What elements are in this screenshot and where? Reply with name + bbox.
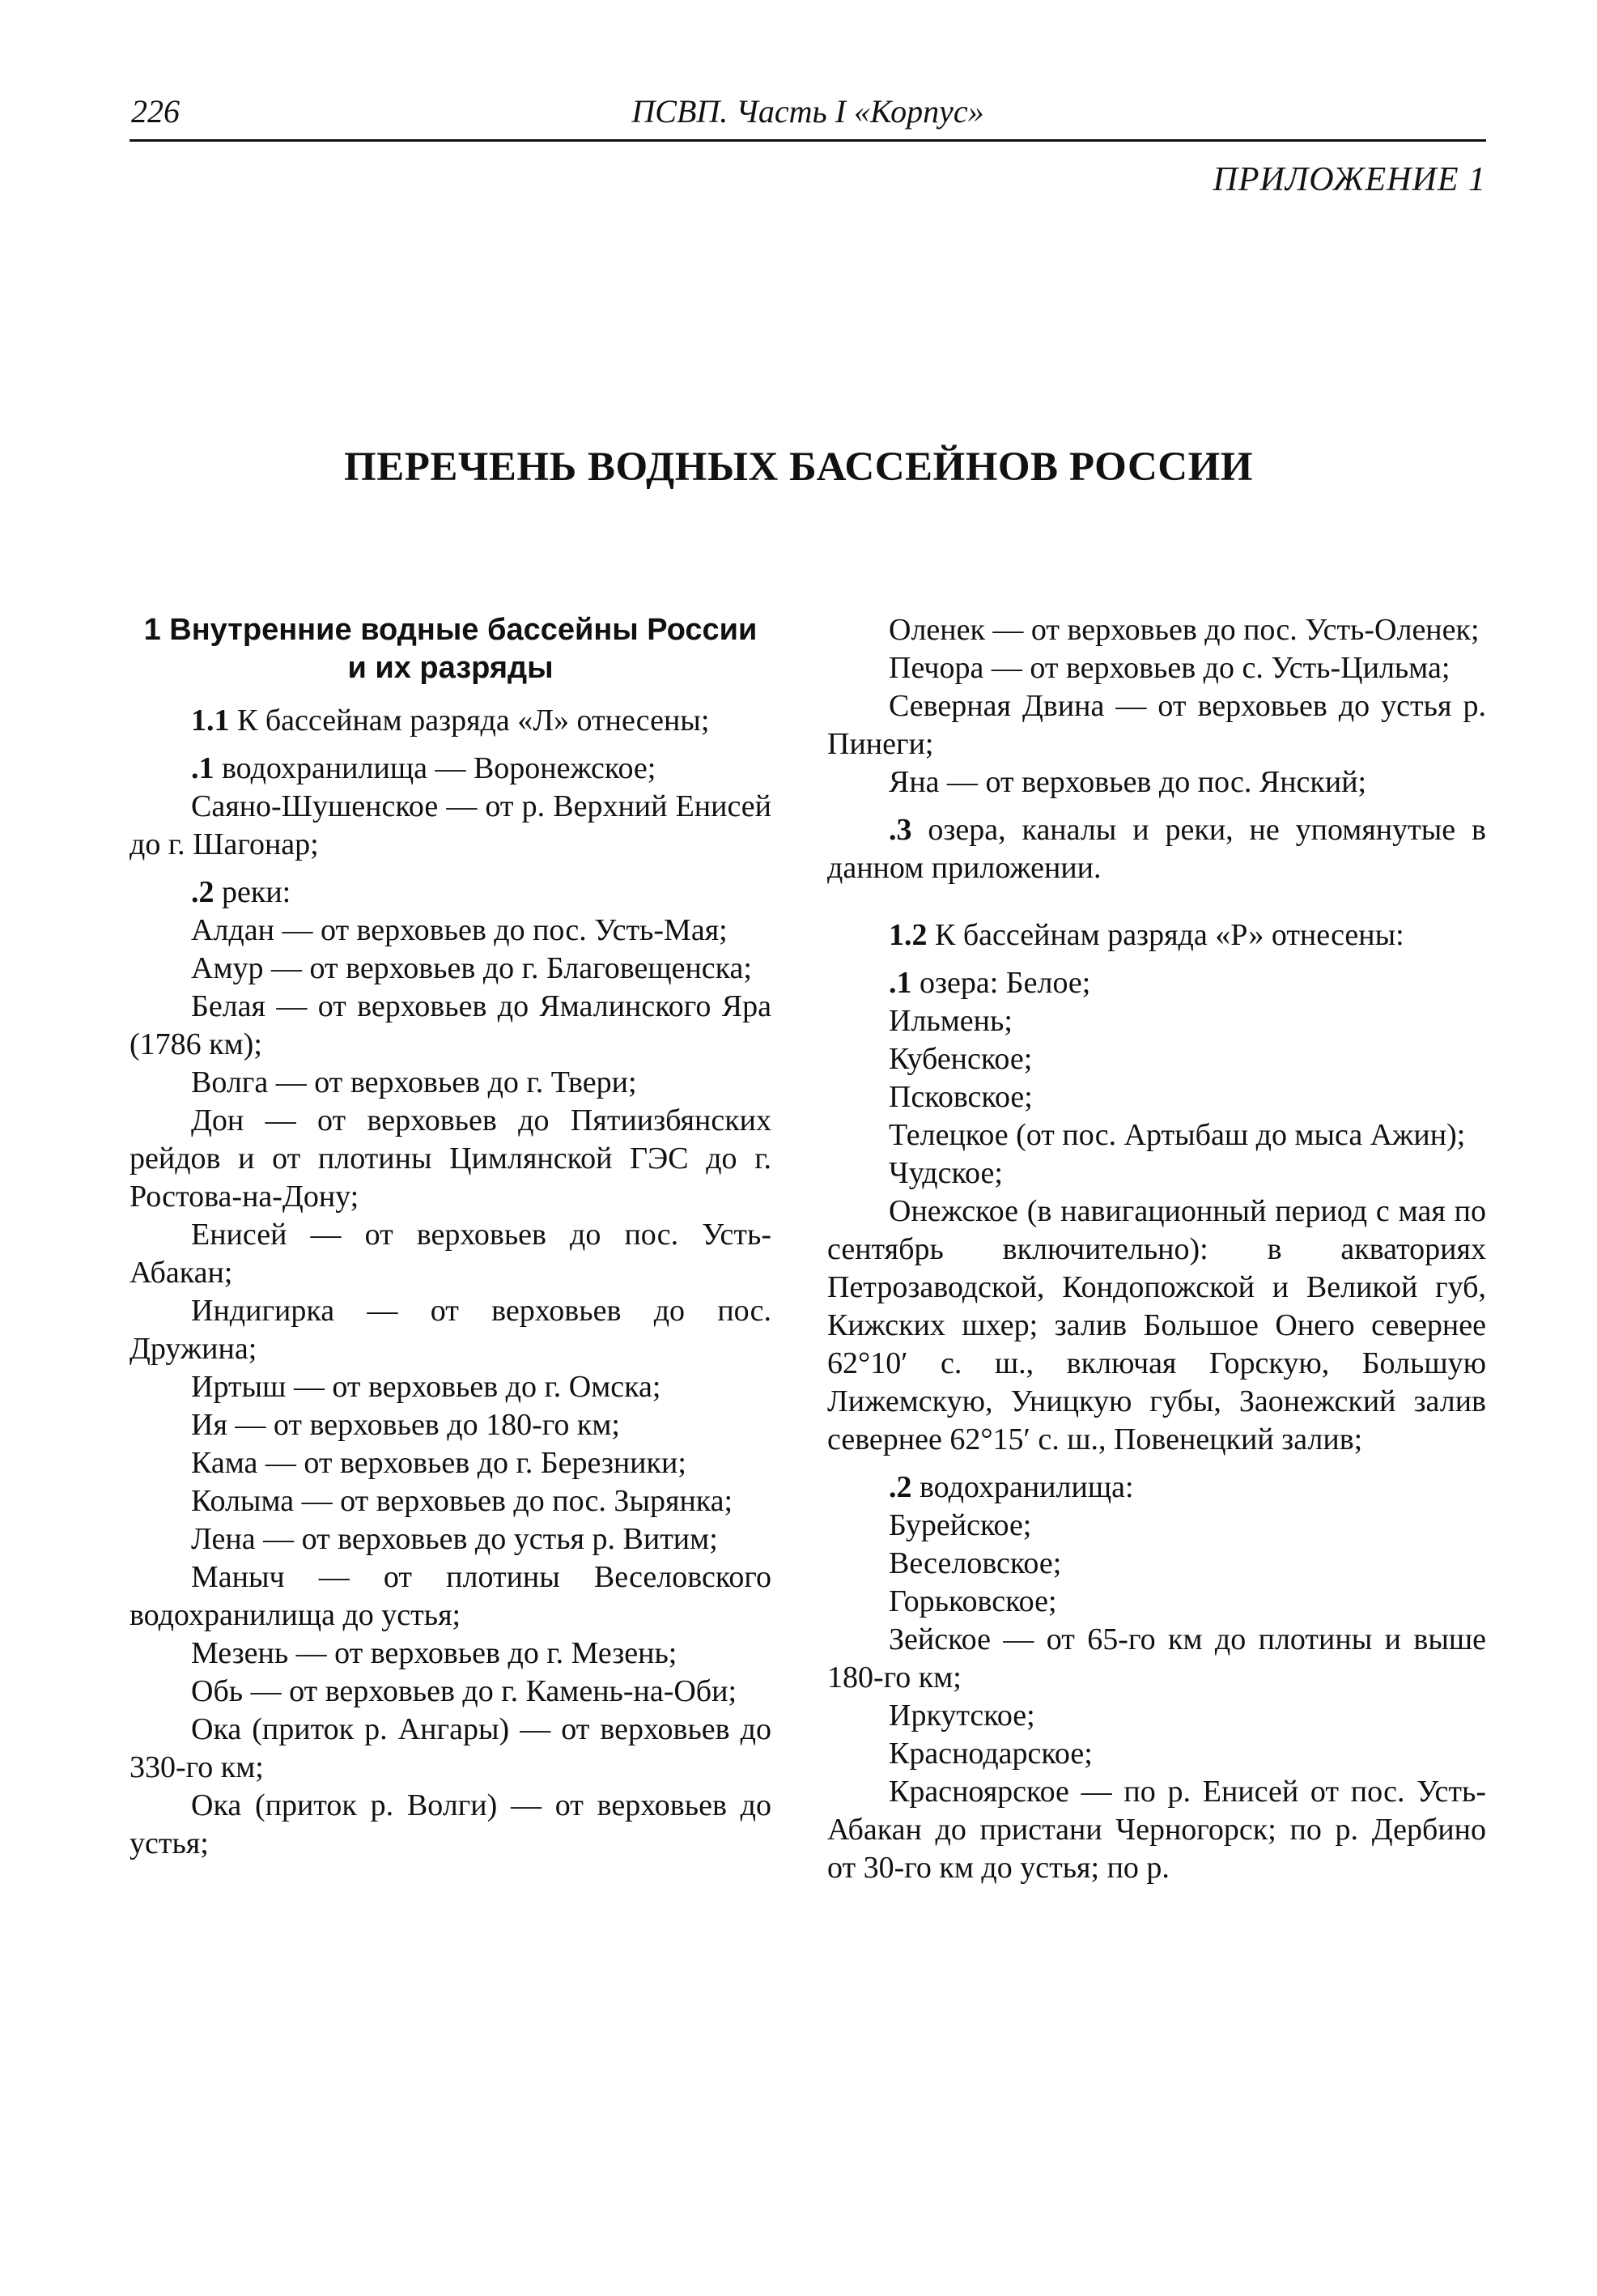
paragraph <box>827 964 1486 1002</box>
paragraph <box>827 1545 1486 1583</box>
appendix-label: ПРИЛОЖЕНИЕ 1 <box>1213 161 1486 198</box>
paragraph <box>827 1507 1486 1545</box>
paragraph-text: Кубенское; <box>889 1042 1033 1076</box>
paragraph-text: Псковское; <box>889 1080 1033 1114</box>
paragraph <box>827 1193 1486 1459</box>
paragraph <box>130 1368 771 1406</box>
paragraph-text: К бассейнам разряда «Р» отнесены: <box>927 918 1404 952</box>
paragraph <box>130 1558 771 1635</box>
paragraph <box>827 1040 1486 1078</box>
running-title: ПСВП. Часть I «Корпус» <box>631 93 984 130</box>
paragraph-text: Краснодарское; <box>889 1737 1093 1771</box>
paragraph-text: Колыма — от верховьев до пос. Зырянка; <box>191 1484 733 1518</box>
paragraph-text: Ия — от верховьев до 180-го км; <box>191 1408 620 1442</box>
paragraph-text: Бурейское; <box>889 1508 1032 1542</box>
paragraph <box>827 1621 1486 1697</box>
paragraph <box>827 1773 1486 1887</box>
paragraph-text: Ильмень; <box>889 1004 1013 1038</box>
page-title: ПЕРЕЧЕНЬ ВОДНЫХ БАССЕЙНОВ РОССИИ <box>344 444 1253 490</box>
paragraph <box>827 916 1486 955</box>
paragraph <box>827 1697 1486 1735</box>
paragraph-text: Оленек — от верховьев до пос. Усть-Оленек; <box>889 613 1480 647</box>
paragraph <box>130 750 771 788</box>
paragraph-text: реки: <box>214 875 291 909</box>
paragraph-text: Иркутское; <box>889 1699 1035 1733</box>
paragraph-text: озера, каналы и реки, не упомянутые в данном приложении. <box>827 813 1486 885</box>
paragraph-text: Зейское — от 65-го км до плотины и выше 180-го км; <box>827 1622 1486 1694</box>
paragraph <box>130 1520 771 1558</box>
clause-number: .3 <box>889 813 912 847</box>
paragraph-text: Белая — от верховьев до Ямалинского Яра (1786 км); <box>130 989 771 1061</box>
paragraph-text: Мезень — от верховьев до г. Мезень; <box>191 1636 677 1670</box>
paragraph-text: Иртыш — от верховьев до г. Омска; <box>191 1370 661 1404</box>
paragraph-text: Горьковское; <box>889 1584 1057 1618</box>
paragraph-text: водохранилища: <box>911 1470 1134 1504</box>
paragraph <box>130 874 771 912</box>
paragraph-text: Алдан — от верховьев до пос. Усть-Мая; <box>191 913 728 947</box>
paragraph <box>827 649 1486 687</box>
clause-number: .2 <box>889 1470 912 1504</box>
paragraph <box>130 1787 771 1863</box>
paragraph <box>827 687 1486 763</box>
paragraph <box>130 788 771 864</box>
paragraph <box>827 1154 1486 1193</box>
paragraph <box>130 1444 771 1482</box>
paragraph-text: Обь — от верховьев до г. Камень-на-Оби; <box>191 1674 737 1708</box>
clause-number: 1.2 <box>889 918 928 952</box>
clause-number: .2 <box>191 875 214 909</box>
paragraph-text: Лена — от верховьев до устья р. Витим; <box>191 1522 718 1556</box>
paragraph <box>827 763 1486 801</box>
paragraph <box>827 611 1486 649</box>
paragraph-text: Онежское (в навигационный период с мая по сентябрь включительно): в акваториях Петрозаводской, Кондопожской и Великой губ, Кижских шхер; залив Большое Онего севернее 62°10′ с. ш., включая Горскую, Большую Лижемскую, Уницкую губы, Заонежский залив севернее 62°15′ с. ш., Повенецкий залив; <box>827 1194 1486 1456</box>
paragraph-text: Ока (приток р. Ангары) — от верховьев до 330-го км; <box>130 1712 771 1784</box>
paragraph <box>827 1583 1486 1621</box>
paragraph <box>827 811 1486 887</box>
paragraph <box>130 912 771 950</box>
paragraph-text: озера: Белое; <box>911 966 1091 1000</box>
paragraph-text: Телецкое (от пос. Артыбаш до мыса Ажин); <box>889 1118 1466 1152</box>
paragraph <box>130 1292 771 1368</box>
paragraph <box>827 1002 1486 1040</box>
section-heading <box>130 611 771 687</box>
paragraph-text: Красноярское — по р. Енисей от пос. Усть-Абакан до пристани Черногорск; по р. Дербино от 30-го км до устья; по р. <box>827 1775 1486 1885</box>
left-column <box>130 611 771 1863</box>
paragraph-text: Амур — от верховьев до г. Благовещенска; <box>191 951 752 985</box>
paragraph <box>130 1635 771 1673</box>
paragraph <box>130 1673 771 1711</box>
paragraph-text: Яна — от верховьев до пос. Янский; <box>889 765 1367 799</box>
right-column <box>827 611 1486 1887</box>
paragraph-text: Чудское; <box>889 1156 1003 1190</box>
paragraph-text: Веселовское; <box>889 1546 1062 1580</box>
paragraph <box>827 1116 1486 1154</box>
paragraph-text: Дон — от верховьев до Пятиизбянских рейдов и от плотины Цимлянской ГЭС до г. Ростова-на-Дону; <box>130 1103 771 1214</box>
page-number: 226 <box>131 93 180 130</box>
paragraph <box>130 1216 771 1292</box>
paragraph <box>130 1482 771 1520</box>
paragraph-text: Волга — от верховьев до г. Твери; <box>191 1065 637 1099</box>
paragraph <box>130 1102 771 1216</box>
paragraph-text: Ока (приток р. Волги) — от верховьев до устья; <box>130 1788 771 1860</box>
paragraph <box>130 950 771 988</box>
paragraph-text: Кама — от верховьев до г. Березники; <box>191 1446 686 1480</box>
paragraph <box>130 988 771 1064</box>
paragraph <box>130 702 771 740</box>
paragraph-text: Печора — от верховьев до с. Усть-Цильма; <box>889 651 1450 685</box>
paragraph-text: Енисей — от верховьев до пос. Усть-Абакан; <box>130 1218 771 1290</box>
paragraph-text: Северная Двина — от верховьев до устья р. Пинеги; <box>827 689 1486 761</box>
running-header <box>130 91 1486 142</box>
paragraph <box>130 1711 771 1787</box>
paragraph <box>130 1064 771 1102</box>
paragraph-text: Саяно-Шушенское — от р. Верхний Енисей до г. Шагонар; <box>130 789 771 861</box>
paragraph-text: водохранилища — Воронежское; <box>214 751 656 785</box>
paragraph <box>827 1078 1486 1116</box>
clause-number: 1.1 <box>191 704 230 738</box>
paragraph-text: К бассейнам разряда «Л» отнесены; <box>229 704 710 738</box>
section-heading-line2: и их разряды <box>347 651 554 685</box>
paragraph-text: Индигирка — от верховьев до пос. Дружина; <box>130 1294 771 1366</box>
paragraph <box>827 1735 1486 1773</box>
clause-number: .1 <box>889 966 912 1000</box>
clause-number: .1 <box>191 751 214 785</box>
paragraph <box>827 1469 1486 1507</box>
paragraph-text: Маныч — от плотины Веселовского водохранилища до устья; <box>130 1560 771 1632</box>
section-heading-line1: 1 Внутренние водные бассейны России <box>143 613 758 647</box>
paragraph <box>130 1406 771 1444</box>
